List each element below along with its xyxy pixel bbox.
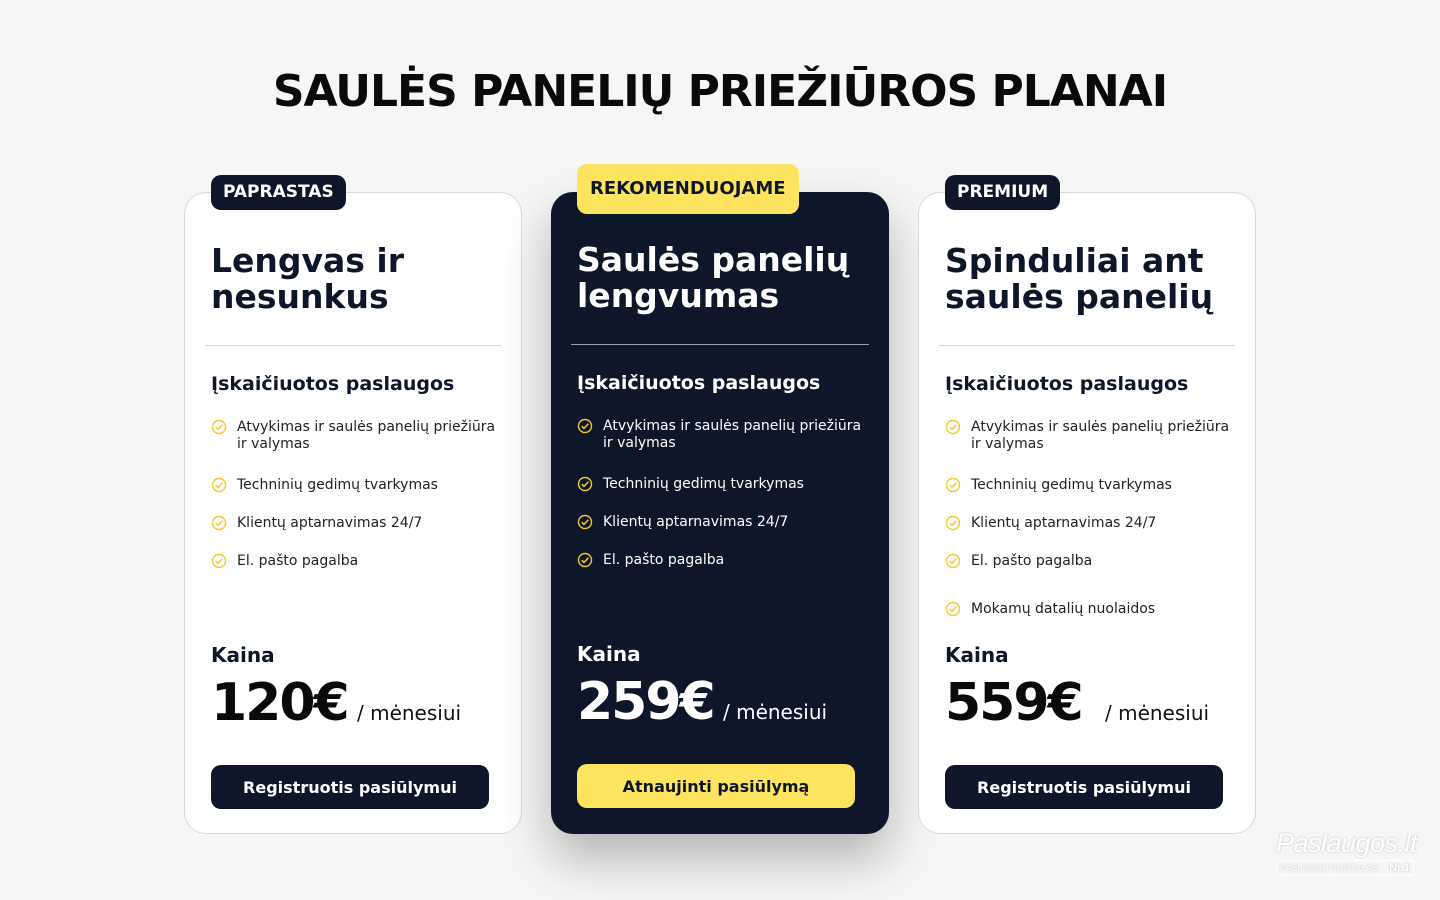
feature-item bbox=[577, 514, 867, 531]
feature-text: Techninių gedimų tvarkymas bbox=[237, 477, 438, 493]
plan-name: Lengvas ir nesunkus bbox=[211, 241, 405, 316]
price-label: Kaina bbox=[211, 643, 275, 667]
included-services-title: Įskaičiuotos paslaugos bbox=[211, 373, 455, 395]
feature-text: Atvykimas ir saulės panelių priežiūra ir valymas bbox=[971, 419, 1230, 452]
feature-text: Techninių gedimų tvarkymas bbox=[603, 476, 804, 492]
price-value: 120€ bbox=[211, 673, 348, 733]
plan-badge: PREMIUM bbox=[945, 175, 1060, 210]
watermark-rank: Nr.1 bbox=[1389, 862, 1410, 874]
price-label: Kaina bbox=[945, 643, 1009, 667]
feature-text: El. pašto pagalba bbox=[237, 553, 359, 569]
included-services-title: Įskaičiuotos paslaugos bbox=[577, 372, 821, 394]
feature-text: Mokamų datalių nuolaidos bbox=[971, 601, 1156, 617]
feature-text: Klientų aptarnavimas 24/7 bbox=[237, 515, 423, 531]
feature-item bbox=[945, 601, 1235, 618]
included-services-title: Įskaičiuotos paslaugos bbox=[945, 373, 1189, 395]
check-circle-icon bbox=[577, 476, 593, 492]
plan-badge: REKOMENDUOJAME bbox=[577, 164, 799, 214]
check-circle-icon bbox=[211, 515, 227, 531]
watermark-tagline: PASLAUGŲ PORTALAS bbox=[1280, 863, 1379, 873]
divider bbox=[205, 345, 501, 346]
renew-offer-button[interactable]: Atnaujinti pasiūlymą bbox=[577, 764, 855, 808]
feature-text: Klientų aptarnavimas 24/7 bbox=[971, 515, 1157, 531]
register-offer-button[interactable]: Registruotis pasiūlymui bbox=[211, 765, 489, 809]
price-period: / mėnesiui bbox=[723, 700, 828, 724]
feature-text: El. pašto pagalba bbox=[971, 553, 1093, 569]
check-circle-icon bbox=[945, 553, 961, 569]
watermark-logo bbox=[1276, 828, 1418, 876]
plan-card-paprastas bbox=[184, 182, 522, 834]
check-circle-icon bbox=[211, 477, 227, 493]
feature-item bbox=[211, 553, 501, 570]
check-circle-icon bbox=[211, 419, 227, 435]
feature-item bbox=[211, 515, 501, 532]
plan-badge: PAPRASTAS bbox=[211, 175, 346, 210]
check-circle-icon bbox=[945, 601, 961, 617]
feature-item bbox=[211, 477, 501, 494]
plan-card-premium bbox=[918, 182, 1256, 834]
plan-card-rekomenduojame bbox=[551, 178, 889, 834]
price-period: / mėnesiui bbox=[357, 701, 462, 725]
watermark-tagline-box bbox=[1276, 860, 1414, 876]
feature-text: Atvykimas ir saulės panelių priežiūra ir valymas bbox=[237, 419, 496, 452]
price-period: / mėnesiui bbox=[1105, 701, 1210, 725]
feature-text: El. pašto pagalba bbox=[603, 552, 725, 568]
check-circle-icon bbox=[577, 418, 593, 434]
check-circle-icon bbox=[945, 477, 961, 493]
feature-text: Techninių gedimų tvarkymas bbox=[971, 477, 1172, 493]
plan-name: Spinduliai ant saulės panelių bbox=[945, 241, 1214, 316]
check-circle-icon bbox=[945, 515, 961, 531]
feature-item bbox=[945, 477, 1235, 494]
feature-text: Atvykimas ir saulės panelių priežiūra ir valymas bbox=[603, 418, 862, 451]
page-title: SAULĖS PANELIŲ PRIEŽIŪROS PLANAI bbox=[272, 66, 1168, 117]
feature-text: Klientų aptarnavimas 24/7 bbox=[603, 514, 789, 530]
price-value: 559€ bbox=[945, 673, 1082, 733]
feature-item bbox=[945, 515, 1235, 532]
divider bbox=[939, 345, 1235, 346]
price-value: 259€ bbox=[577, 672, 714, 732]
check-circle-icon bbox=[577, 514, 593, 530]
plan-name: Saulės panelių lengvumas bbox=[577, 240, 850, 315]
divider bbox=[571, 344, 869, 345]
register-offer-button[interactable]: Registruotis pasiūlymui bbox=[945, 765, 1223, 809]
check-circle-icon bbox=[945, 419, 961, 435]
price-label: Kaina bbox=[577, 642, 641, 666]
check-circle-icon bbox=[211, 553, 227, 569]
check-circle-icon bbox=[577, 552, 593, 568]
feature-item bbox=[577, 418, 867, 452]
watermark-logo-text: Paslaugos.lt bbox=[1276, 828, 1418, 858]
feature-item bbox=[577, 476, 867, 493]
feature-item bbox=[211, 419, 501, 453]
feature-item bbox=[577, 552, 867, 569]
feature-item bbox=[945, 419, 1235, 453]
feature-item bbox=[945, 553, 1235, 570]
